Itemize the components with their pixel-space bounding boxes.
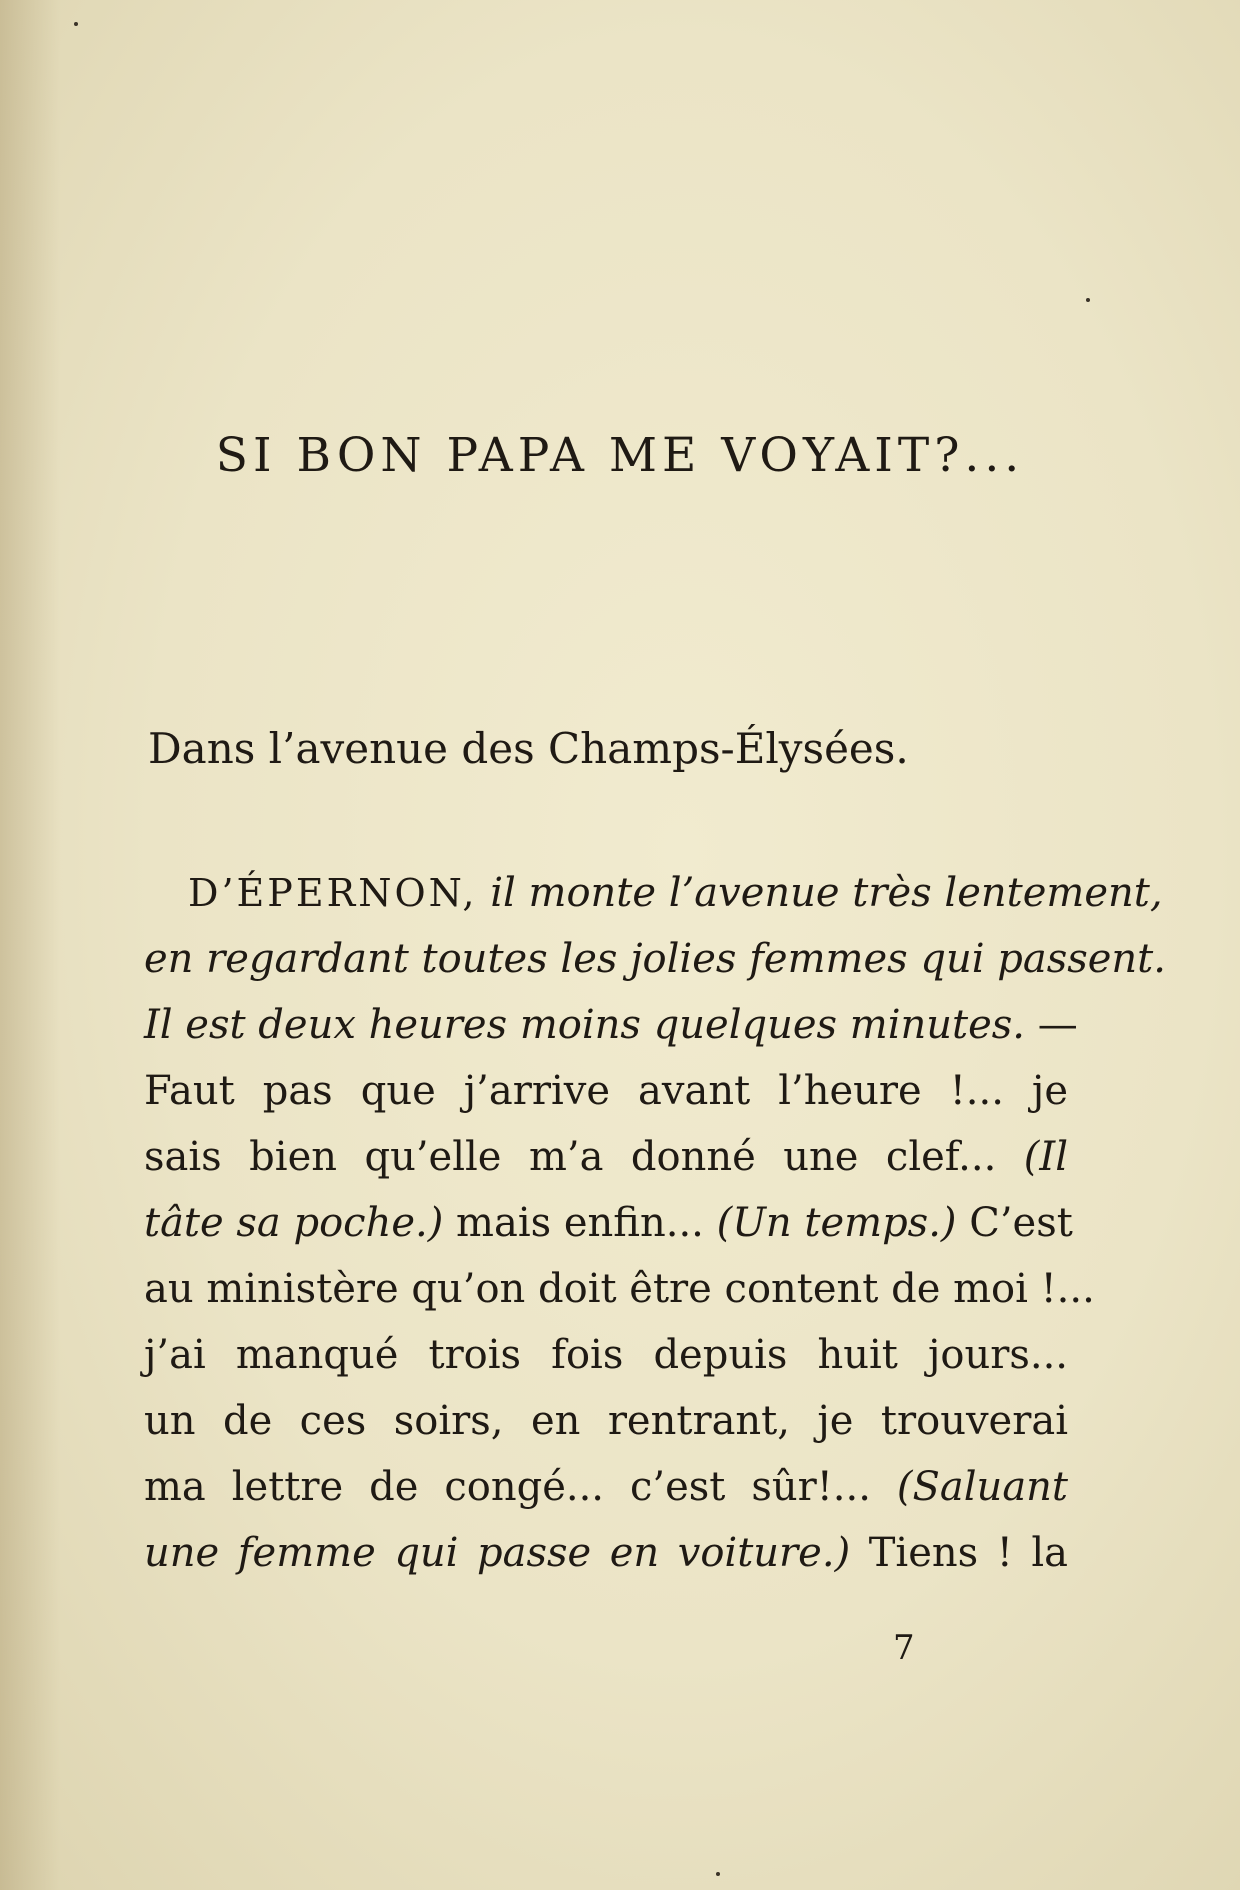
print-speck: [716, 1872, 720, 1876]
text-line: [144, 860, 1163, 926]
text-line: [144, 1322, 1068, 1388]
page-number: 7: [893, 1628, 915, 1668]
text-line: [144, 1124, 1068, 1190]
text-line: [144, 1454, 1068, 1520]
spoken-text: [478, 870, 491, 916]
speaker-name: D’ÉPERNON,: [188, 871, 478, 915]
stage-direction: en regardant toutes les jolies femmes qui passent.: [144, 936, 1166, 982]
chapter-title: SI BON PAPA ME VOYAIT?...: [215, 428, 1025, 483]
scene-direction: Dans l’avenue des Champs-Élysées.: [148, 724, 909, 773]
stage-direction: une femme qui passe en voiture.): [144, 1530, 851, 1576]
text-line: [144, 1256, 1095, 1322]
text-line: [144, 926, 1166, 992]
stage-direction: il monte l’avenue très lentement,: [490, 870, 1163, 916]
print-speck: [74, 22, 78, 26]
spoken-text: j’ai manqué trois fois depuis huit jours...: [144, 1332, 1068, 1378]
spoken-text: un de ces soirs, en rentrant, je trouverai: [144, 1398, 1068, 1444]
stage-direction: Il est deux heures moins quelques minutes.: [144, 1002, 1025, 1048]
spoken-text: au ministère qu’on doit être content de moi !...: [144, 1266, 1095, 1312]
spoken-text: C’est: [956, 1200, 1073, 1246]
print-speck: [1086, 298, 1090, 302]
spoken-text: Faut pas que j’arrive avant l’heure !... je: [144, 1068, 1068, 1114]
stage-direction: (Saluant: [896, 1464, 1068, 1510]
spoken-text: mais enfin...: [443, 1200, 717, 1246]
text-line: [144, 992, 1078, 1058]
text-line: [144, 1520, 1068, 1586]
stage-direction: (Il: [1023, 1134, 1068, 1180]
spoken-text: sais bien qu’elle m’a donné une clef...: [144, 1134, 1024, 1180]
stage-direction: (Un temps.): [716, 1200, 957, 1246]
text-line: [144, 1058, 1068, 1124]
text-line: [144, 1190, 1073, 1256]
spoken-text: Tiens ! la: [850, 1530, 1068, 1576]
dialogue-paragraph: [144, 860, 1166, 1586]
spoken-text: —: [1025, 1002, 1078, 1048]
stage-direction: tâte sa poche.): [144, 1200, 444, 1246]
spoken-text: ma lettre de congé... c’est sûr!...: [144, 1464, 897, 1510]
text-line: [144, 1388, 1068, 1454]
